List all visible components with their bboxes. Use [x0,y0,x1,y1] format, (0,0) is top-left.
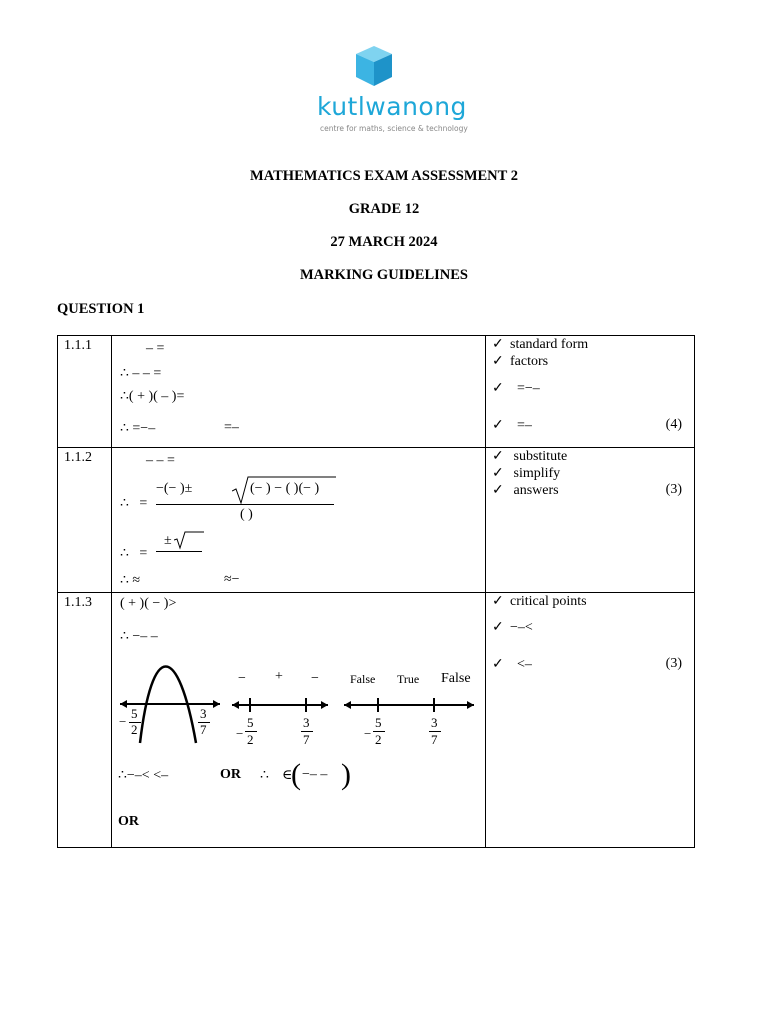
doc-subtitle: MARKING GUIDELINES [300,267,468,283]
frac-numerator: 3 [303,715,310,730]
sign-label: + [275,669,283,684]
sqrt-sign [174,530,204,550]
mark-label: substitute [513,449,568,464]
sign-label: − [311,671,319,686]
table-row [58,448,695,593]
mark-label: critical points [510,594,587,609]
answer-inequality: ∴−–< <– [118,768,169,783]
mark-item [492,482,559,499]
mark-item [492,619,533,636]
truth-label: True [397,672,420,686]
work-line: ≈− [224,572,240,587]
sign-number-line [230,697,330,713]
fraction-bar [156,504,334,505]
work-line: ∴( + )( – )= [120,389,185,404]
mark-label: =– [517,418,532,433]
sign-label: − [238,671,246,686]
frac-numerator: 5 [375,715,382,730]
work-line: – = [146,341,165,356]
truth-label: False [350,672,376,686]
work-line: – – = [146,453,175,468]
mark-item [492,336,588,353]
work-line: ( + )( − )> [120,596,177,611]
therefore-symbol: ∴ = [120,496,148,511]
truth-number-line [342,697,476,713]
mark-label: =−– [517,381,540,396]
mark-item [492,380,540,397]
checkmark-icon: ✓ [492,418,504,433]
mark-item [492,417,532,434]
kutlwanong-logo [300,40,496,140]
element-of-symbol: ∈ [282,768,293,783]
checkmark-icon: ✓ [492,483,504,498]
mark-item [492,656,532,673]
work-line: ∴ ≈ [120,573,141,588]
frac-denominator: 2 [375,732,382,747]
mark-item [492,353,548,370]
interval-open-paren: ( [291,758,301,791]
work-line: ∴ −– – [120,629,158,644]
checkmark-icon: ✓ [492,657,504,672]
cube-icon [300,40,496,92]
mark-label: standard form [510,337,589,352]
fraction-bar [156,551,202,552]
formula-numerator: ± [164,533,172,548]
interval-close-paren: ) [341,758,351,791]
checkmark-icon: ✓ [492,594,504,609]
mark-total: (4) [665,417,682,432]
truth-label: False [441,671,471,686]
mark-item [492,448,567,465]
checkmark-icon: ✓ [492,466,504,481]
or-label: OR [118,814,139,829]
frac-denominator: 7 [200,722,207,737]
work-line: =– [224,420,239,435]
doc-title: MATHEMATICS EXAM ASSESSMENT 2 [250,168,518,184]
neg-sign: − [364,726,372,741]
frac-denominator: 2 [131,722,138,737]
frac-numerator: 3 [200,706,207,721]
formula-numerator: −(− )± [156,481,193,496]
mark-total: (3) [665,482,682,497]
question-number: 1.1.1 [64,338,92,353]
date-label: 27 MARCH 2024 [330,234,438,250]
work-line: ∴ =−– [120,421,156,436]
question-number: 1.1.3 [64,595,92,610]
mark-item [492,465,560,482]
question-number: 1.1.2 [64,450,92,465]
checkmark-icon: ✓ [492,449,504,464]
work-line: ∴ – – = [120,366,162,381]
checkmark-icon: ✓ [492,620,504,635]
therefore-symbol: ∴ = [120,546,148,561]
frac-denominator: 2 [247,732,254,747]
table-row [58,336,695,448]
mark-label: factors [510,354,549,369]
frac-numerator: 5 [131,706,138,721]
neg-sign: − [119,714,127,729]
mark-label: <– [517,657,532,672]
checkmark-icon: ✓ [492,337,504,352]
mark-label: simplify [513,466,561,481]
mark-label: −–< [510,620,533,635]
formula-denominator: ( ) [240,507,253,522]
checkmark-icon: ✓ [492,354,504,369]
checkmark-icon: ✓ [492,381,504,396]
sqrt-content: (− ) − ( )(− ) [250,481,320,496]
marking-table [57,335,695,848]
mark-total: (3) [665,656,682,671]
mark-item [492,593,587,610]
table-row [58,593,695,848]
or-label: OR [220,767,241,782]
mark-label: answers [513,483,559,498]
logo-tagline: centre for maths, science & technology [320,124,468,133]
logo-brand-name: kutlwanong [317,92,467,121]
frac-numerator: 5 [247,715,254,730]
frac-denominator: 7 [303,732,310,747]
neg-sign: − [236,726,244,741]
answer-interval: −– – [302,767,328,782]
grade-label: GRADE 12 [348,201,420,217]
therefore-symbol: ∴ [260,768,269,783]
frac-numerator: 3 [431,715,438,730]
frac-denominator: 7 [431,732,438,747]
question-title: QUESTION 1 [57,301,145,317]
